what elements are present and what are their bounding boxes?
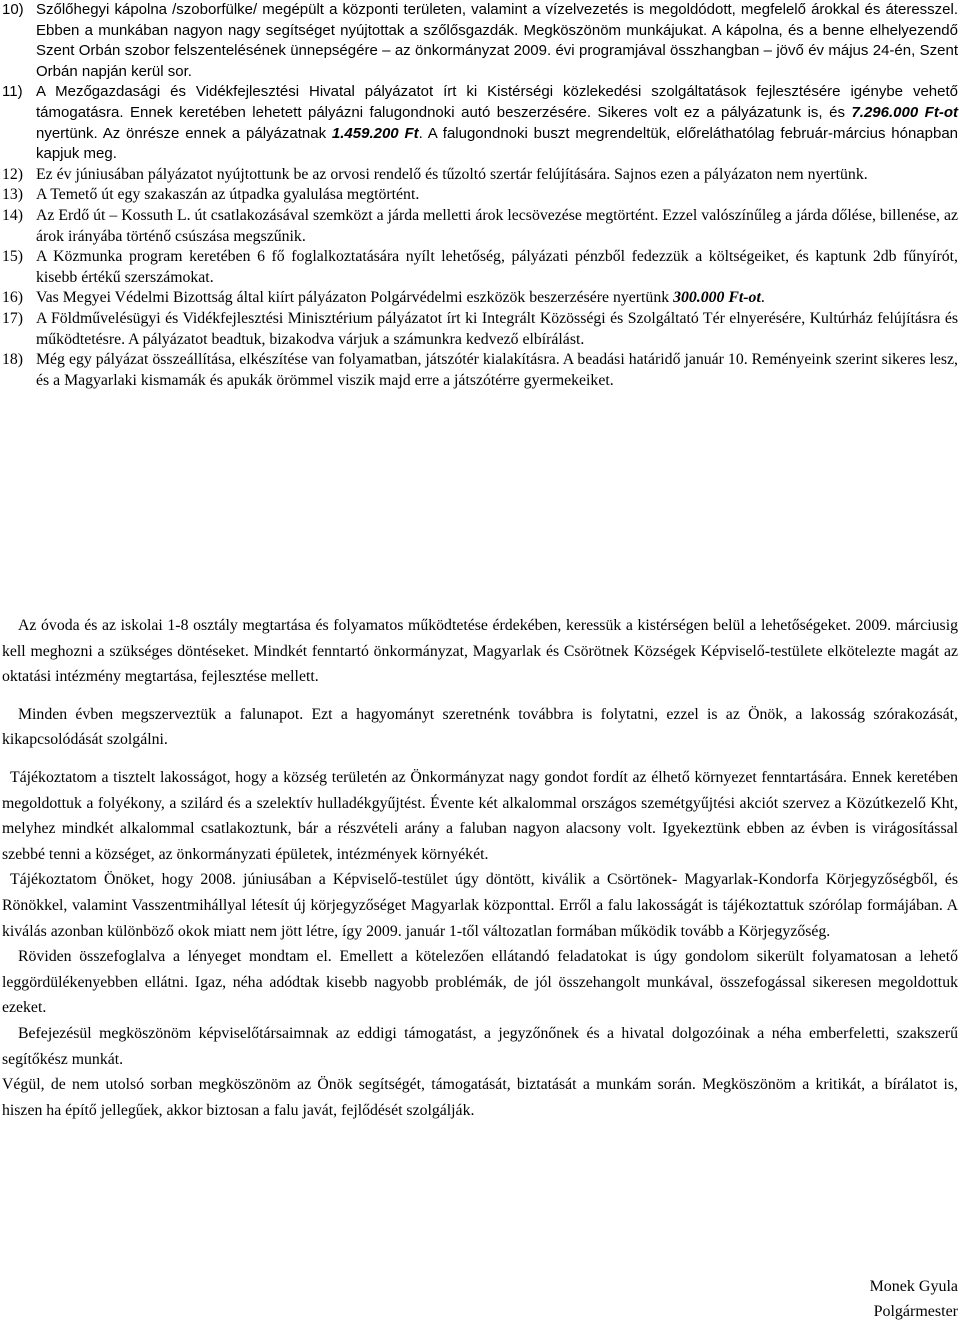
list-item-text: A Közmunka program keretében 6 fő foglalkoztatására nyílt lehetőség, pályázati pénzből fedezzük a költségeiket, és kaptunk 2db fűnyírót, kisebb értékű szerszámokat. bbox=[36, 248, 958, 286]
list-item bbox=[2, 206, 958, 247]
list-item bbox=[2, 288, 958, 309]
body-text bbox=[2, 613, 958, 1123]
list-item-number: 12) bbox=[2, 165, 24, 183]
list-item bbox=[2, 309, 958, 350]
amount-awarded: 300.000 Ft-ot bbox=[673, 289, 761, 307]
paragraph-environment: Tájékoztatom a tisztelt lakosságot, hogy a község területén az Önkormányzat nagy gondot fordít az élhető környezet fenntartására. Ennek keretében megoldottuk a folyékony, a szilárd és a szelektív hulladékgyűjtést. Évente két alkalommal országos szemétgyűjtési akciót szervez a Közútkezelő Kht, melyhez mindkét alkalommal csatlakoztunk, bár a részvételi arány a faluban nagyon alacsony volt. Igyekeztünk ebben az évben is virágosítással szebbé tenni a községet, az önkormányzati épületek, intézmények környékét. bbox=[2, 768, 958, 863]
list-item-text-part: nyertünk. Az önrésze ennek a pályázatnak bbox=[36, 124, 332, 142]
list-item bbox=[2, 0, 958, 82]
list-item-text-part: . bbox=[760, 289, 765, 307]
list-item-text: A Földművelésügyi és Vidékfejlesztési Minisztérium pályázatot írt ki Integrált Közösségi és Szolgáltató Tér elnyerésére, Kultúrház felújításra és működtetésre. A pályázatot beadtuk, bizakodva várjuk a számunkra kedvező elbírálást. bbox=[36, 309, 958, 348]
list-item-number: 16) bbox=[2, 289, 24, 307]
list-item bbox=[2, 247, 958, 288]
list-item-number: 13) bbox=[2, 186, 24, 204]
amount-own-share: 1.459.200 Ft bbox=[331, 124, 419, 142]
list-item-number: 15) bbox=[2, 248, 24, 266]
paragraph-notary: Tájékoztatom Önöket, hogy 2008. júniusában a Képviselő-testület úgy döntött, kiválik a Csörtönek- Magyarlak-Kondorfa Körjegyzőségből, és Rönökkel, valamint Vasszentmihállyal létesít új körjegyzőséget Magyarlak központtal. Erről a falu lakosságát is tájékoztattuk szórólap formájában. A kiválás azonban különböző okok miatt nem jött létre, így 2009. január 1-től változatlan formában működik tovább a Körjegyzőség. bbox=[2, 871, 958, 940]
list-item-text bbox=[36, 288, 958, 309]
list-item-number: 18) bbox=[2, 351, 24, 369]
list-item-number: 17) bbox=[2, 309, 24, 327]
signature-block bbox=[870, 1274, 958, 1324]
signatory-title: Polgármester bbox=[873, 1303, 958, 1320]
list-item-text: Az Erdő út – Kossuth L. út csatlakozásával szemközt a járda melletti árok lecsövezése megtörtént. Ezzel valószínűleg a járda dőlése, billenése, az árok irányába történő csúszása megszűnik. bbox=[36, 206, 958, 245]
signatory-name: Monek Gyula bbox=[869, 1278, 958, 1295]
list-item-text-part: Vas Megyei Védelmi Bizottság által kiírt pályázaton Polgárvédelmi eszközök beszerzésére nyertünk bbox=[36, 289, 674, 307]
list-item-text bbox=[36, 82, 958, 164]
amount-awarded: 7.296.000 Ft-ot bbox=[851, 103, 958, 121]
paragraph-school: Az óvoda és az iskolai 1-8 osztály megtartása és folyamatos működtetése érdekében, keressük a kistérségen belül a lehetőségeket. 2009. márciusig kell meghozni a szükséges döntéseket. Mindkét fenntartó önkormányzat, Magyarlak és Csörötnek Községek Képviselő-testülete elkötelezte magát az oktatási intézmény megtartása, fejlesztése mellett. bbox=[2, 617, 958, 686]
paragraph-thanks-colleagues: Befejezésül megköszönöm képviselőtársaimnak az eddigi támogatást, a jegyzőnőnek és a hivatal dolgozóinak a néha emberfeletti, szakszerű segítőkész munkát. bbox=[2, 1024, 958, 1068]
list-item-text-part: . A falugondnoki buszt megrendeltük, előreláthatólag február-március hónapban kapjuk meg. bbox=[36, 124, 959, 163]
list-item bbox=[2, 165, 958, 186]
list-item-number: 11) bbox=[2, 83, 23, 101]
paragraph-summary: Röviden összefoglalva a lényeget mondtam el. Emellett a kötelezően ellátandó feladatokat is úgy gondolom sikerült folyamatosan a lehető leggördülékenyebben ellátni. Igaz, néha adódtak kisebb nagyobb problémák, de jól összehangolt munkával, összefogással sikeresen megoldottuk ezeket. bbox=[2, 948, 958, 1017]
list-item-text: Még egy pályázat összeállítása, elkészítése van folyamatban, játszótér kialakításra. A beadási határidő január 10. Reményeink szerint sikeres lesz, és a Magyarlaki kismamák és apukák örömmel viszik majd erre a játszótérre gyermekeiket. bbox=[36, 351, 958, 389]
list-item-text: Szőlőhegyi kápolna /szoborfülke/ megépült a központi területen, valamint a vízelvezetés is megoldódott, megfelelő árokkal és áteresszel. Ebben a munkában nagyon nagy segítséget nyújtottak a szőlősgazdák. Megköszönöm munkájukat. A kápolna, és a benne elhelyezendő Szent Orbán szobor felszentelésének ünnepségére – az önkormányzat 2009. évi programjával összhangban – jövő év május 24-én, Szent Orbán napján kerül sor. bbox=[36, 1, 958, 80]
paragraph-village-day: Minden évben megszerveztük a falunapot. Ezt a hagyományt szeretnénk továbbra is folytatni, ezzel is az Önök, a lakosság szórakozását, kikapcsolódását szolgálni. bbox=[2, 705, 958, 749]
list-item-number: 10) bbox=[2, 1, 24, 18]
numbered-list bbox=[2, 0, 958, 391]
list-item-number: 14) bbox=[2, 206, 24, 224]
list-item-text: Ez év júniusában pályázatot nyújtottunk be az orvosi rendelő és tűzoltó szertár felújítására. Sajnos ezen a pályázaton nem nyertünk. bbox=[36, 165, 868, 183]
list-item bbox=[2, 185, 958, 206]
list-item-text: A Temető út egy szakaszán az útpadka gyalulása megtörtént. bbox=[36, 186, 420, 204]
list-item bbox=[2, 82, 958, 164]
list-item bbox=[2, 350, 958, 391]
paragraph-thanks-citizens: Végül, de nem utolsó sorban megköszönöm az Önök segítségét, támogatását, biztatását a munkám során. Megköszönöm a kritikát, a bírálatot is, hiszen ha építő jellegűek, akkor biztosan a falu javát, fejlődését szolgálják. bbox=[2, 1076, 958, 1119]
list-item-text-part: A Mezőgazdasági és Vidékfejlesztési Hivatal pályázatot írt ki Kistérségi közlekedési szolgáltatások fejlesztésére igénybe vehető támogatásra. Ennek keretében lehetett pályázni falugondnoki autó beszerzésére. Sikeres volt ez a pályázatunk is, és bbox=[36, 83, 958, 121]
